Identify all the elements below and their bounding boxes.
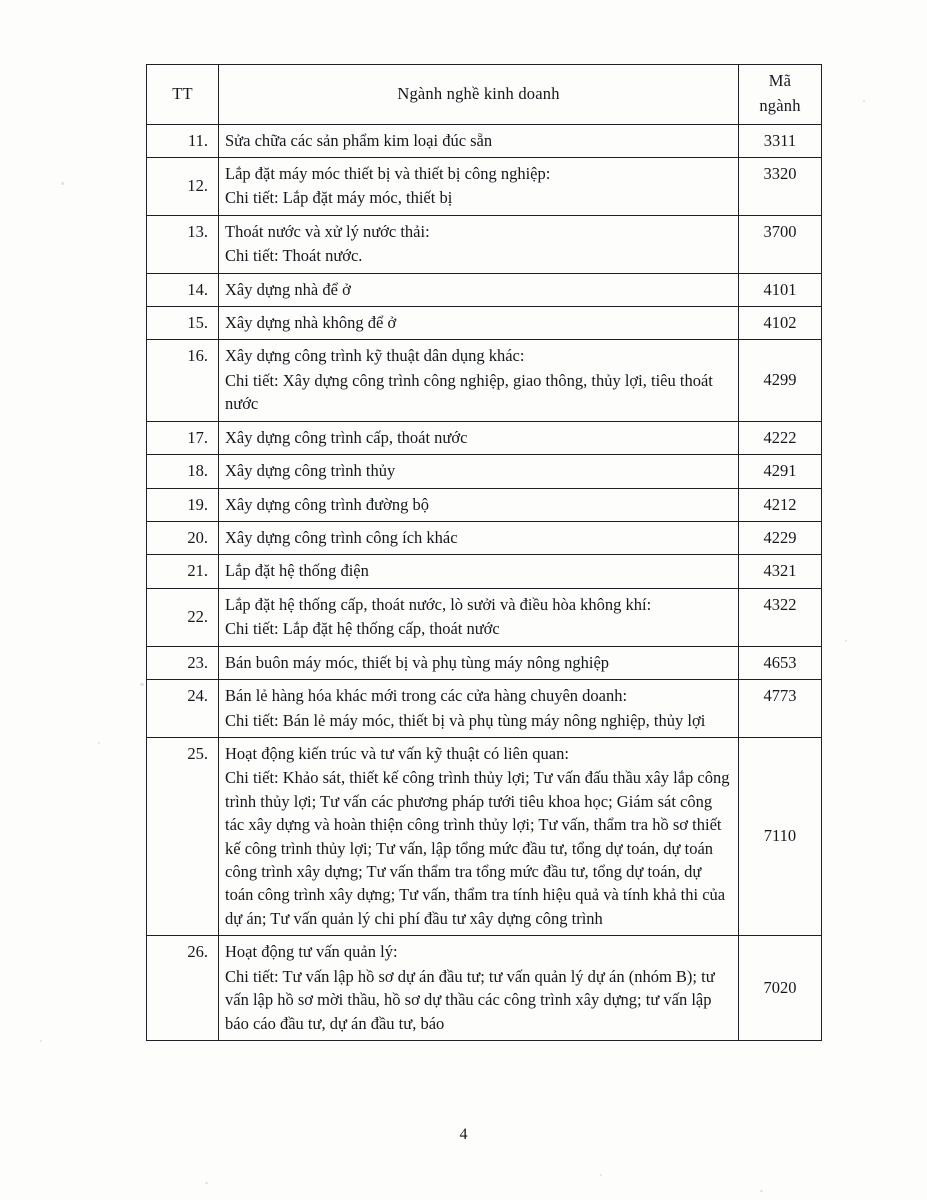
table-body: [147, 124, 822, 1041]
row-industry-code: 7020: [739, 936, 822, 1041]
row-index: 14.: [147, 273, 219, 306]
row-business-line-paragraph: Hoạt động tư vấn quản lý:: [225, 942, 398, 962]
row-business-line-paragraph: Chi tiết: Lắp đặt máy móc, thiết bị: [225, 188, 453, 208]
scan-speck: [845, 640, 847, 642]
row-business-line-paragraph: Lắp đặt hệ thống cấp, thoát nước, lò sưởi và điều hòa không khí:: [225, 594, 652, 614]
row-business-line-paragraph: Lắp đặt máy móc thiết bị và thiết bị công nghiệp:: [225, 163, 551, 183]
row-industry-code: 4653: [739, 646, 822, 679]
table-header: [147, 65, 822, 125]
row-business-line-paragraph: Chi tiết: Xây dựng công trình công nghiệp, giao thông, thủy lợi, tiêu thoát nước: [225, 370, 713, 414]
row-business-line: [219, 588, 739, 646]
row-business-line-paragraph: Xây dựng công trình thủy: [225, 461, 396, 481]
row-business-line: [219, 421, 739, 454]
row-index: 17.: [147, 421, 219, 454]
row-business-line: [219, 273, 739, 306]
row-industry-code: 4222: [739, 421, 822, 454]
row-business-line: [219, 521, 739, 554]
column-header-tt: TT: [147, 65, 219, 125]
scan-speck: [760, 1190, 763, 1192]
row-business-line: [219, 340, 739, 421]
row-index: 12.: [147, 157, 219, 215]
row-industry-code: 4773: [739, 680, 822, 738]
row-index: 11.: [147, 124, 219, 157]
row-industry-code: 4321: [739, 555, 822, 588]
row-business-line-paragraph: Xây dựng công trình cấp, thoát nước: [225, 427, 468, 447]
row-industry-code: 7110: [739, 737, 822, 935]
scan-speck: [40, 1040, 42, 1042]
scan-speck: [61, 182, 64, 185]
table-row: [147, 646, 822, 679]
row-business-line-paragraph: Chi tiết: Thoát nước.: [225, 246, 363, 266]
business-lines-table: [146, 64, 822, 1041]
row-index: 25.: [147, 737, 219, 935]
table-row: [147, 340, 822, 421]
row-business-line-paragraph: Chi tiết: Tư vấn lập hồ sơ dự án đầu tư; tư vấn quản lý dự án (nhóm B); tư vấn lập hồ sơ mời thầu, hồ sơ dự thầu các công trình xây dựng; tư vấn lập báo cáo đầu tư, dự án đầu tư, báo: [225, 966, 715, 1033]
row-industry-code: 4291: [739, 455, 822, 488]
row-business-line: [219, 488, 739, 521]
row-business-line: [219, 307, 739, 340]
scan-speck: [600, 1174, 602, 1176]
row-index: 16.: [147, 340, 219, 421]
row-business-line-paragraph: Xây dựng nhà không để ở: [225, 313, 397, 333]
row-business-line-paragraph: Hoạt động kiến trúc và tư vấn kỹ thuật có liên quan:: [225, 743, 569, 763]
row-business-line: [219, 455, 739, 488]
table-row: [147, 555, 822, 588]
row-industry-code: 3311: [739, 124, 822, 157]
table-row: [147, 737, 822, 935]
row-business-line: [219, 737, 739, 935]
column-header-industry-code-line2: ngành: [759, 95, 801, 115]
row-business-line-paragraph: Xây dựng công trình đường bộ: [225, 494, 429, 514]
page-number: 4: [459, 1126, 468, 1143]
column-header-business-line: Ngành nghề kinh doanh: [219, 65, 739, 125]
row-business-line: [219, 124, 739, 157]
row-index: 23.: [147, 646, 219, 679]
row-industry-code: 4322: [739, 588, 822, 646]
row-business-line: [219, 555, 739, 588]
row-index: 19.: [147, 488, 219, 521]
row-business-line: [219, 215, 739, 273]
row-industry-code: 4102: [739, 307, 822, 340]
table-row: [147, 936, 822, 1041]
row-index: 21.: [147, 555, 219, 588]
table-row: [147, 307, 822, 340]
column-header-industry-code: [739, 65, 822, 125]
table-row: [147, 124, 822, 157]
row-business-line: [219, 936, 739, 1041]
table-row: [147, 588, 822, 646]
row-index: 26.: [147, 936, 219, 1041]
row-index: 13.: [147, 215, 219, 273]
column-header-industry-code-line1: Mã: [768, 71, 792, 90]
table-row: [147, 680, 822, 738]
row-business-line-paragraph: Thoát nước và xử lý nước thải:: [225, 221, 430, 241]
table-row: [147, 455, 822, 488]
row-industry-code: 4101: [739, 273, 822, 306]
row-business-line-paragraph: Xây dựng công trình công ích khác: [225, 527, 458, 547]
scan-speck: [205, 1182, 208, 1184]
row-business-line-paragraph: Xây dựng nhà để ở: [225, 279, 351, 299]
row-industry-code: 3320: [739, 157, 822, 215]
row-business-line-paragraph: Bán buôn máy móc, thiết bị và phụ tùng máy nông nghiệp: [225, 652, 610, 672]
row-business-line-paragraph: Chi tiết: Khảo sát, thiết kế công trình thủy lợi; Tư vấn đấu thầu xây lắp công trình thủy lợi; Tư vấn các phương pháp tưới tiêu khoa học; Giám sát công tác xây dựng và hoàn thiện công trình thủy lợi; Tư vấn, thẩm tra hồ sơ thiết kế công trình thủy lợi; Tư vấn, lập tổng mức đầu tư, tổng dự toán, dự toán công trình xây dựng; Tư vấn thẩm tra tổng mức đầu tư, tổng dự toán, dự toán công trình xây dựng; Tư vấn, thẩm tra tính hiệu quả và tính khả thi của dự án; Tư vấn quản lý chi phí đầu tư xây dựng công trình: [225, 768, 730, 928]
row-business-line-paragraph: Chi tiết: Bán lẻ máy móc, thiết bị và phụ tùng máy nông nghiệp, thủy lợi: [225, 710, 706, 730]
table-header-row: [147, 65, 822, 125]
row-industry-code: 3700: [739, 215, 822, 273]
row-business-line-paragraph: Chi tiết: Lắp đặt hệ thống cấp, thoát nước: [225, 619, 500, 639]
row-business-line-paragraph: Xây dựng công trình kỹ thuật dân dụng khác:: [225, 346, 525, 366]
table-row: [147, 488, 822, 521]
row-business-line-paragraph: Bán lẻ hàng hóa khác mới trong các cửa hàng chuyên doanh:: [225, 686, 628, 706]
row-industry-code: 4299: [739, 340, 822, 421]
row-index: 15.: [147, 307, 219, 340]
row-business-line-paragraph: Lắp đặt hệ thống điện: [225, 561, 369, 581]
scan-speck: [140, 683, 144, 686]
row-index: 18.: [147, 455, 219, 488]
table-row: [147, 215, 822, 273]
row-index: 20.: [147, 521, 219, 554]
row-business-line: [219, 157, 739, 215]
row-business-line-paragraph: Sửa chữa các sản phẩm kim loại đúc sẵn: [225, 130, 493, 150]
row-index: 24.: [147, 680, 219, 738]
row-index: 22.: [147, 588, 219, 646]
scan-speck: [98, 742, 100, 744]
table-row: [147, 521, 822, 554]
row-industry-code: 4229: [739, 521, 822, 554]
table-row: [147, 421, 822, 454]
scan-speck: [863, 100, 865, 102]
row-business-line: [219, 680, 739, 738]
table-row: [147, 273, 822, 306]
row-business-line: [219, 646, 739, 679]
table-row: [147, 157, 822, 215]
row-industry-code: 4212: [739, 488, 822, 521]
